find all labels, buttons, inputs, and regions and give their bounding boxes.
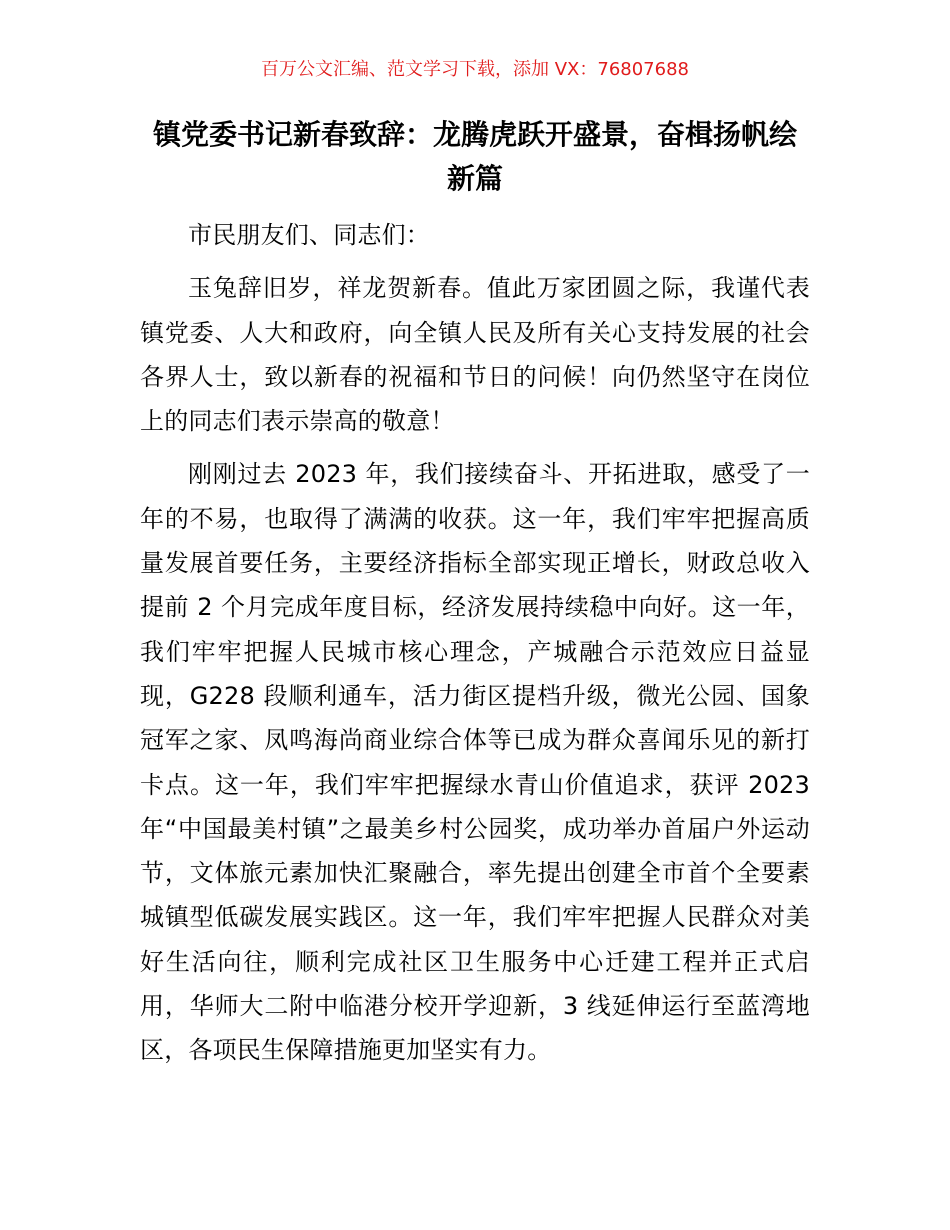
document-title: 镇党委书记新春致辞：龙腾虎跃开盛景，奋楫扬帆绘新篇 bbox=[152, 118, 797, 195]
document-body bbox=[140, 213, 810, 1082]
paragraph: 刚刚过去 2023 年，我们接续奋斗、开拓进取，感受了一年的不易，也取得了满满的收获。这一年，我们牢牢把握高质量发展首要任务，主要经济指标全部实现正增长，财政总收入提前 2 个月完成年度目标，经济发展持续稳中向好。这一年，我们牢牢把握人民城市核心理念，产城融合示范效应日益显现，G228 段顺利通车，活力街区提档升级，微光公园、国象冠军之家、凤鸣海尚商业综合体等已成为群众喜闻乐见的新打卡点。这一年，我们牢牢把握绿水青山价值追求，获评 2023 年“中国最美村镇”之最美乡村公园奖，成功举办首届户外运动节，文体旅元素加快汇聚融合，率先提出创建全市首个全要素城镇型低碳发展实践区。这一年，我们牢牢把握人民群众对美好生活向往，顺利完成社区卫生服务中心迁建工程并正式启用，华师大二附中临港分校开学迎新，3 线延伸运行至蓝湾地区，各项民生保障措施更加坚实有力。 bbox=[140, 460, 810, 1065]
paragraph: 玉兔辞旧岁，祥龙贺新春。值此万家团圆之际，我谨代表镇党委、人大和政府，向全镇人民及所有关心支持发展的社会各界人士，致以新春的祝福和节日的问候！向仍然坚守在岗位上的同志们表示崇高的敬意！ bbox=[140, 274, 810, 436]
watermark-header: 百万公文汇编、范文学习下载，添加 VX：76807688 bbox=[261, 59, 689, 80]
salutation: 市民朋友们、同志们： bbox=[188, 221, 430, 249]
